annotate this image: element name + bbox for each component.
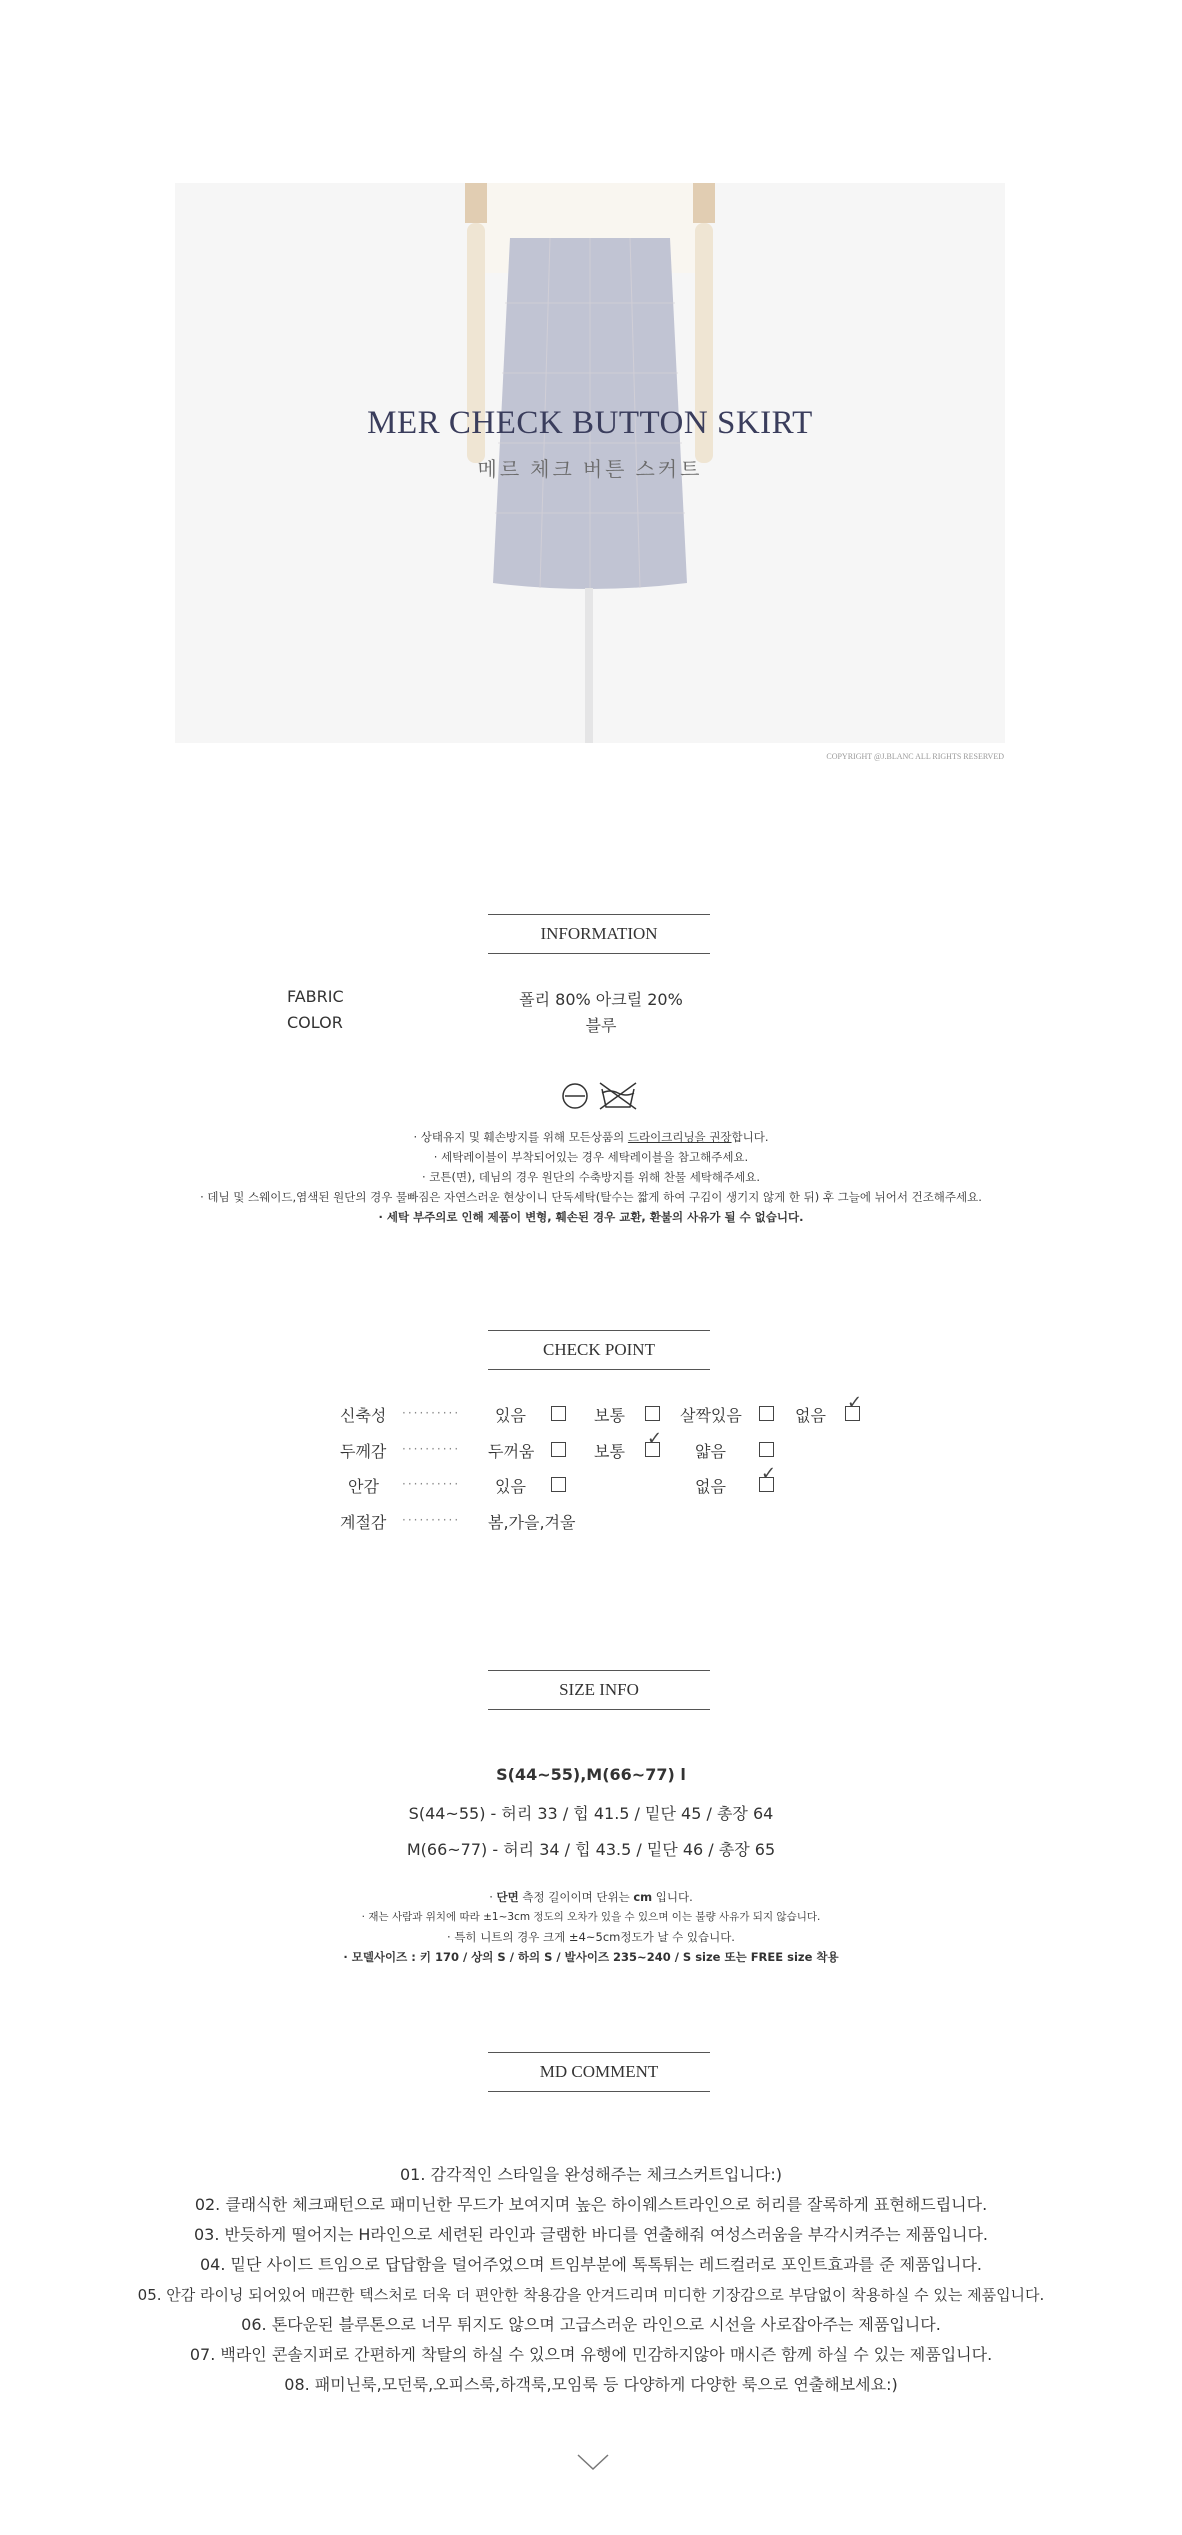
thickness-label: 두께감 <box>340 1442 387 1461</box>
thickness-thin-checkbox <box>759 1442 774 1457</box>
stretch-normal-checkbox <box>645 1406 660 1421</box>
check-mark-icon: ✓ <box>761 1463 777 1484</box>
thickness-option-thin: 얇음 <box>695 1442 726 1461</box>
no-wash-icon <box>598 1081 638 1111</box>
size-note-4: · 모델사이즈 : 키 170 / 상의 S / 하의 S / 발사이즈 235~240 / S size 또는 FREE size 착용 <box>343 1950 839 1964</box>
check-mark-icon: ✓ <box>847 1392 863 1413</box>
thickness-thick-checkbox <box>551 1442 566 1457</box>
md-comment-heading: MD COMMENT <box>488 2052 710 2092</box>
md-comment-line: 07. 백라인 콘솔지퍼로 간편하게 착탈의 하실 수 있으며 유행에 민감하지않아 매시즌 함께 하실 수 있는 제품입니다. <box>189 2345 993 2364</box>
md-comment-line: 04. 밑단 사이드 트임으로 답답함을 덜어주었으며 트임부분에 톡톡튀는 레드컬러로 포인트효과를 준 제품입니다. <box>200 2255 982 2274</box>
fabric-label: FABRIC <box>287 987 344 1006</box>
lining-option-none: 없음 <box>695 1477 726 1496</box>
lining-option-yes: 있음 <box>495 1477 526 1496</box>
md-comment-line: 03. 반듯하게 떨어지는 H라인으로 세련된 라인과 글램한 바디를 연출해줘 여성스러움을 부각시켜주는 제품입니다. <box>193 2225 989 2244</box>
color-value: 블루 <box>585 1016 617 1035</box>
dotted-leader: ·········· <box>402 1477 461 1491</box>
md-comment-line: 01. 감각적인 스타일을 완성해주는 체크스커트입니다:) <box>400 2165 782 2184</box>
md-comment-line: 06. 톤다운된 블루톤으로 너무 튀지도 않으며 고급스러운 라인으로 시선을 사로잡아주는 제품입니다. <box>241 2315 941 2334</box>
md-comment-line: 08. 패미닌룩,모던룩,오피스룩,하객룩,모임룩 등 다양하게 다양한 룩으로 연출해보세요:) <box>284 2375 898 2394</box>
size-note-3: · 특히 니트의 경우 크게 ±4~5cm정도가 날 수 있습니다. <box>447 1930 735 1944</box>
size-notes <box>0 1887 1182 1967</box>
lining-yes-checkbox <box>551 1477 566 1492</box>
size-note-1: · 단면 측정 길이이며 단위는 cm 입니다. <box>489 1890 693 1904</box>
stretch-option-none: 없음 <box>795 1406 826 1425</box>
dotted-leader: ·········· <box>402 1442 461 1456</box>
care-note-3: · 코튼(면), 데님의 경우 원단의 수축방지를 위해 찬물 세탁해주세요. <box>421 1170 760 1184</box>
check-mark-icon: ✓ <box>647 1428 663 1449</box>
season-label: 계절감 <box>340 1513 387 1532</box>
product-title-ko: 메르 체크 버튼 스커트 <box>477 459 703 481</box>
dry-clean-icon <box>560 1081 590 1111</box>
dotted-leader: ·········· <box>402 1513 461 1527</box>
care-notes <box>0 1127 1182 1227</box>
available-sizes: S(44~55),M(66~77) l <box>496 1765 686 1784</box>
copyright-text: COPYRIGHT @J.BLANC ALL RIGHTS RESERVED <box>826 752 1004 761</box>
chevron-down-icon[interactable] <box>576 2452 610 2472</box>
care-note-2: · 세탁레이블이 부착되어있는 경우 세탁레이블을 참고해주세요. <box>433 1150 749 1164</box>
sizeinfo-heading: SIZE INFO <box>488 1670 710 1710</box>
lining-label: 안감 <box>348 1477 379 1496</box>
md-comment-line: 05. 안감 라이닝 되어있어 매끈한 텍스처로 더욱 더 편안한 착용감을 안겨드리며 미디한 기장감으로 부담없이 착용하실 수 있는 제품입니다. <box>137 2286 1045 2304</box>
stretch-yes-checkbox <box>551 1406 566 1421</box>
fabric-value: 폴리 80% 아크릴 20% <box>519 990 683 1009</box>
stretch-label: 신축성 <box>340 1406 387 1425</box>
stretch-option-yes: 있음 <box>495 1406 526 1425</box>
care-note-4: · 데님 및 스웨이드,염색된 원단의 경우 물빠짐은 자연스러운 현상이니 단독세탁(탈수는 짧게 하여 구김이 생기지 않게 한 뒤) 후 그늘에 뉘어서 건조해주세요. <box>200 1190 982 1204</box>
size-m-measurements: M(66~77) - 허리 34 / 힙 43.5 / 밑단 46 / 총장 65 <box>406 1840 776 1859</box>
care-note-1: · 상태유지 및 훼손방지를 위해 모든상품의 드라이크리닝을 권장합니다. <box>413 1130 769 1144</box>
stretch-slight-checkbox <box>759 1406 774 1421</box>
size-note-2: · 재는 사람과 위치에 따라 ±1~3cm 정도의 오차가 있을 수 있으며 이는 불량 사유가 되지 않습니다. <box>361 1911 821 1923</box>
md-comment-line: 02. 클래식한 체크패턴으로 패미닌한 무드가 보여지며 높은 하이웨스트라인으로 허리를 잘록하게 표현해드립니다. <box>194 2195 988 2214</box>
stretch-option-slight: 살짝있음 <box>680 1406 742 1425</box>
hero-image <box>175 183 1005 743</box>
stretch-option-normal: 보통 <box>594 1406 625 1425</box>
care-note-5: · 세탁 부주의로 인해 제품이 변형, 훼손된 경우 교환, 환불의 사유가 될 수 없습니다. <box>378 1210 804 1224</box>
dotted-leader: ·········· <box>402 1406 461 1420</box>
size-s-measurements: S(44~55) - 허리 33 / 힙 41.5 / 밑단 45 / 총장 64 <box>408 1804 774 1823</box>
color-label: COLOR <box>287 1013 343 1032</box>
product-title-en: MER CHECK BUTTON SKIRT <box>367 405 813 441</box>
information-heading: INFORMATION <box>488 914 710 954</box>
season-value: 봄,가을,겨울 <box>488 1513 576 1532</box>
thickness-option-normal: 보통 <box>594 1442 625 1461</box>
checkpoint-heading: CHECK POINT <box>488 1330 710 1370</box>
thickness-option-thick: 두꺼움 <box>488 1442 535 1461</box>
